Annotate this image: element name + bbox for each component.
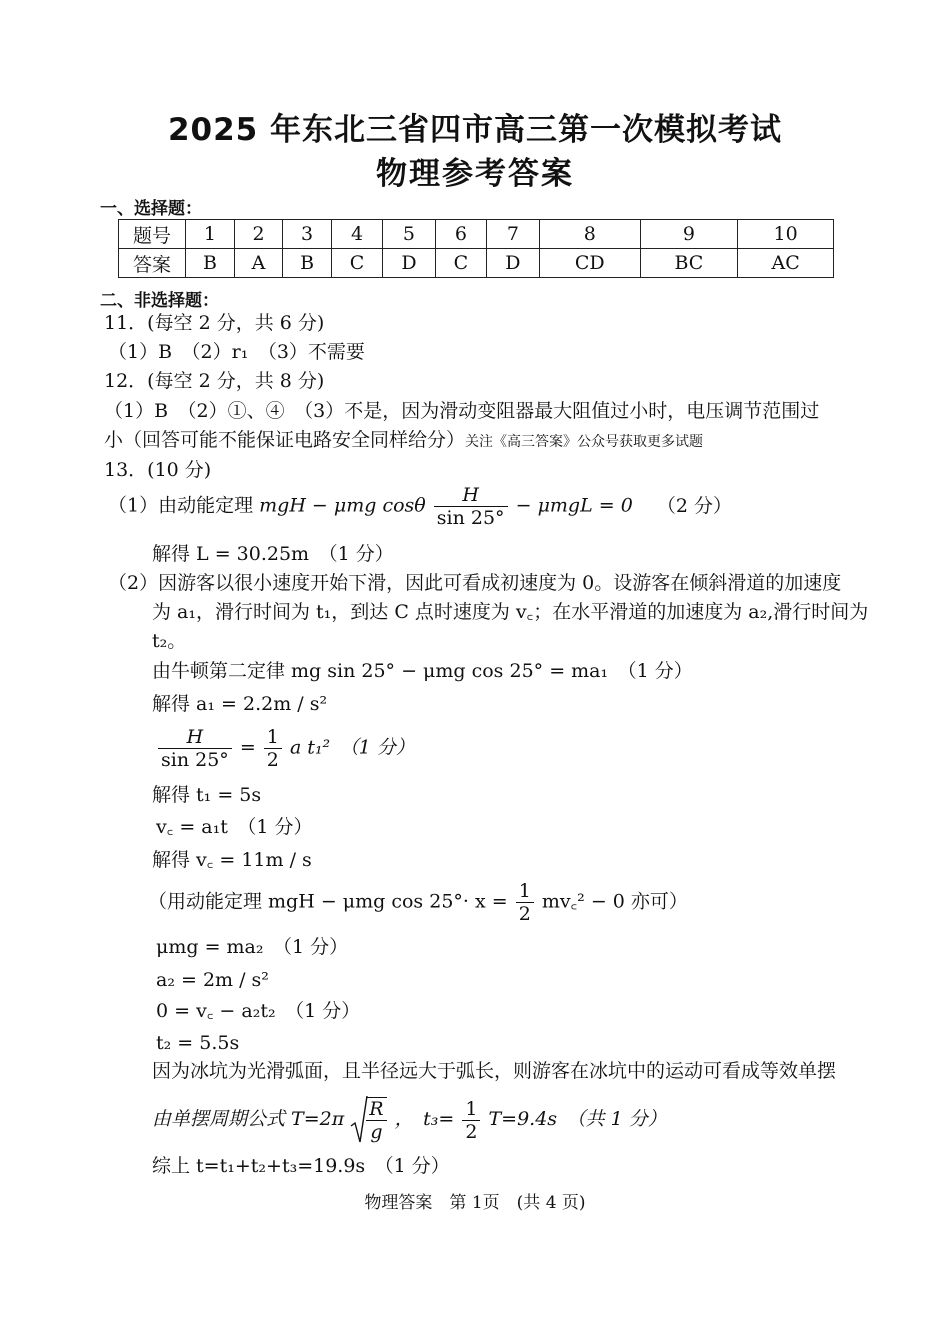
- table-cell: 3: [283, 220, 332, 249]
- table-cell: C: [332, 249, 383, 278]
- table-cell: 5: [382, 220, 435, 249]
- q13-t2-result: t₂ = 5.5s: [156, 1032, 240, 1054]
- table-cell: 6: [436, 220, 487, 249]
- fraction: [462, 1098, 480, 1143]
- fraction: [264, 726, 282, 771]
- table-cell: 4: [332, 220, 383, 249]
- q13-t1-result: 解得 t₁ = 5s: [152, 784, 262, 806]
- sqrt-sign: [350, 1094, 388, 1146]
- fraction: [516, 880, 534, 925]
- q13-a1-result: 解得 a₁ = 2.2m / s²: [152, 693, 328, 715]
- q13-pendulum-note: 因为冰坑为光滑弧面，且半径远大于弧长，则游客在冰坑中的运动可看成等效单摆: [152, 1060, 837, 1082]
- choice-answer-table: [118, 219, 834, 278]
- q11-heading: 11．(每空 2 分，共 6 分): [104, 312, 325, 334]
- table-cell: C: [436, 249, 487, 278]
- fraction: [366, 1097, 386, 1143]
- table-row-answers: [119, 249, 834, 278]
- q13-period-formula: [152, 1094, 667, 1146]
- q12-heading: 12．(每空 2 分，共 8 分): [104, 370, 325, 392]
- page-footer: 物理答案 第 1页 (共 4 页): [364, 1193, 586, 1213]
- numerator: H: [158, 726, 232, 749]
- table-cell: 10: [738, 220, 834, 249]
- q13-p2-line3: t₂。: [152, 630, 187, 652]
- q13-vc-result: 解得 v꜀ = 11m / s: [152, 849, 312, 871]
- q13-p1-score: （2 分）: [656, 494, 732, 517]
- table-cell: BC: [640, 249, 738, 278]
- table-cell: B: [186, 249, 235, 278]
- q12-answer-line2-text: 小（回答可能不能保证电路安全同样给分）: [104, 429, 466, 451]
- denominator: 2: [518, 903, 531, 925]
- section-choice-heading: 一、选择题：: [100, 199, 202, 219]
- q13-vc-equation: v꜀ = a₁t （1 分）: [156, 816, 313, 838]
- table-cell: B: [283, 249, 332, 278]
- exam-subtitle: 物理参考答案: [376, 156, 574, 192]
- q13-kinematics-eq: [156, 726, 415, 771]
- q13-stop-eq: 0 = v꜀ − a₂t₂ （1 分）: [156, 1000, 361, 1022]
- q13-heading: 13．(10 分): [104, 459, 212, 481]
- table-cell: D: [382, 249, 435, 278]
- q13-eq-tail: a t₁² （1 分）: [289, 736, 415, 759]
- table-cell: 7: [486, 220, 539, 249]
- denominator: 2: [266, 749, 279, 771]
- table-cell: AC: [738, 249, 834, 278]
- denominator: g: [370, 1121, 383, 1143]
- q13-p1-result: 解得 L = 30.25m （1 分）: [152, 543, 394, 565]
- q13-newton-law: 由牛顿第二定律 mg sin 25° − μmg cos 25° = ma₁ （1 分）: [152, 660, 693, 682]
- q13-p1-expr-b: − μmgL = 0: [515, 494, 633, 517]
- q13-part1-equation: [108, 484, 732, 529]
- table-header-q: 题号: [119, 220, 186, 249]
- table-row-question-numbers: [119, 220, 834, 249]
- table-cell: 2: [234, 220, 282, 249]
- fraction: [434, 484, 508, 529]
- q13-alt-tail: mv꜀² − 0 亦可）: [541, 890, 688, 913]
- q12-answer-line2: [104, 428, 703, 454]
- table-cell: A: [234, 249, 282, 278]
- q11-answer: （1）B （2）r₁ （3）不需要: [108, 341, 365, 363]
- table-cell: 9: [640, 220, 738, 249]
- exam-title: 2025 年东北三省四市高三第一次模拟考试: [167, 112, 783, 148]
- q12-answer-line1: （1）B （2）①、④ （3）不是，因为滑动变阻器最大阻值过小时，电压调节范围过: [104, 400, 820, 422]
- q13-period-mid: ， t₃=: [394, 1108, 455, 1130]
- table-cell: 1: [186, 220, 235, 249]
- equals-sign: =: [239, 736, 256, 759]
- q13-p2-line1: （2）因游客以很小速度开始下滑，因此可看成初速度为 0。设游客在倾斜滑道的加速度: [108, 572, 842, 594]
- q13-alternative: [148, 880, 688, 925]
- table-cell: 8: [539, 220, 640, 249]
- fraction: [158, 726, 232, 771]
- table-header-a: 答案: [119, 249, 186, 278]
- q13-p2-line2: 为 a₁，滑行时间为 t₁，到达 C 点时速度为 v꜀；在水平滑道的加速度为 a₂,滑行时间为: [152, 601, 869, 623]
- q13-p1-prefix: （1）由动能定理: [108, 494, 254, 517]
- numerator: 1: [264, 726, 282, 749]
- q13-a2-result: a₂ = 2m / s²: [156, 969, 269, 991]
- denominator: sin 25°: [161, 749, 229, 771]
- q13-friction-eq: μmg = ma₂ （1 分）: [156, 936, 349, 958]
- q13-period-prefix: 由单摆周期公式 T=2π: [152, 1108, 345, 1130]
- numerator: R: [366, 1098, 386, 1121]
- table-cell: CD: [539, 249, 640, 278]
- q13-total-time: 综上 t=t₁+t₂+t₃=19.9s （1 分）: [152, 1155, 450, 1177]
- q13-p1-expr-a: mgH − μmg cosθ: [259, 494, 426, 517]
- table-cell: D: [486, 249, 539, 278]
- denominator: sin 25°: [436, 507, 505, 529]
- q13-alt-prefix: （用动能定理 mgH − μmg cos 25°· x =: [148, 890, 508, 913]
- numerator: 1: [516, 880, 534, 903]
- numerator: H: [434, 484, 508, 507]
- q13-period-tail: T=9.4s （共 1 分）: [488, 1108, 667, 1130]
- promo-note: 关注《高三答案》公众号获取更多试题: [465, 434, 704, 450]
- denominator: 2: [465, 1120, 478, 1143]
- numerator: 1: [462, 1098, 480, 1121]
- section-nonchoice-heading: 二、非选择题：: [100, 291, 219, 311]
